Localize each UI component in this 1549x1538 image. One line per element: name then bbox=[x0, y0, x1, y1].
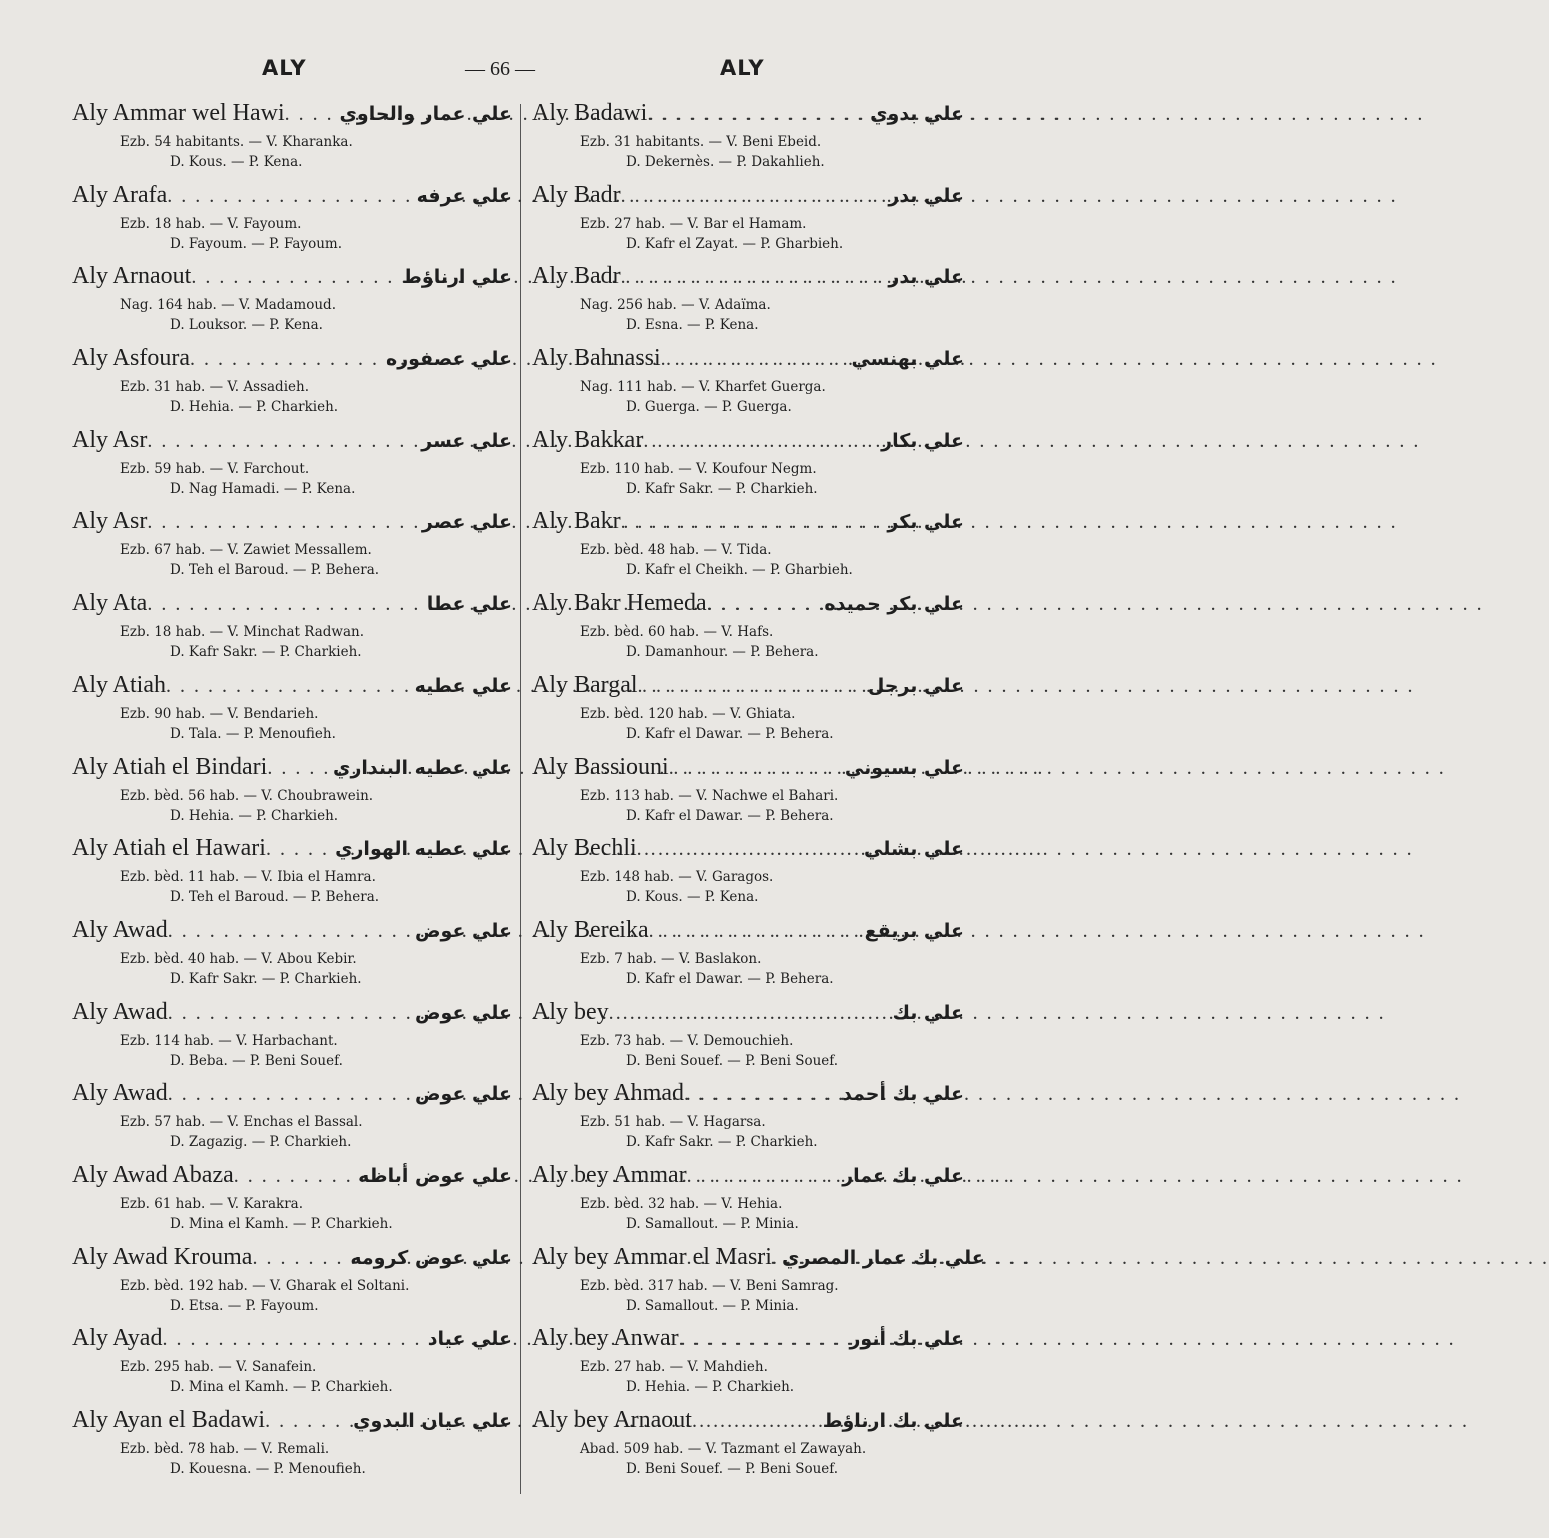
entry-name: Aly Ata bbox=[72, 590, 148, 617]
entry-name: Aly Arnaout bbox=[72, 263, 192, 290]
left-column bbox=[72, 100, 512, 1489]
entry-district-line: D. Beba. — P. Beni Souef. bbox=[170, 1052, 343, 1069]
dot-leader bbox=[772, 1247, 782, 1270]
entry-arabic-name: علي عطيه الهواري bbox=[335, 838, 512, 861]
entry-locality-line: Ezb. bèd. 120 hab. — V. Ghiata. bbox=[580, 705, 796, 722]
dot-leader bbox=[679, 1328, 850, 1351]
entry-headline bbox=[532, 1407, 964, 1439]
entry-headline bbox=[72, 1162, 512, 1194]
entry-headline bbox=[532, 508, 964, 540]
entry-arabic-name: علي برجل bbox=[867, 674, 964, 697]
entry-locality-line: Ezb. 114 hab. — V. Harbachant. bbox=[120, 1032, 338, 1049]
entry-name: Aly Bakr bbox=[532, 508, 621, 535]
entry-locality-line: Ezb. 67 hab. — V. Zawiet Messallem. bbox=[120, 542, 372, 559]
entry-arabic-name: علي عطيه البنداري bbox=[333, 756, 512, 779]
entry-district-line: D. Teh el Baroud. — P. Behera. bbox=[170, 889, 380, 906]
gazetteer-entry bbox=[532, 590, 964, 672]
entry-district-line: D. Hehia. — P. Charkieh. bbox=[170, 807, 339, 824]
entry-headline bbox=[532, 1162, 964, 1194]
entry-headline bbox=[72, 508, 512, 540]
running-head-right: ALY bbox=[720, 56, 765, 80]
gazetteer-entry bbox=[72, 590, 512, 672]
gazetteer-entry bbox=[532, 1407, 964, 1489]
entry-district-line: D. Beni Souef. — P. Beni Souef. bbox=[626, 1052, 839, 1069]
gazetteer-entry bbox=[72, 182, 512, 264]
entry-district-line: D. Tala. — P. Menoufieh. bbox=[170, 725, 336, 742]
entry-headline bbox=[532, 590, 964, 622]
entry-name: Aly Awad bbox=[72, 1080, 168, 1107]
entry-locality-line: Ezb. 27 hab. — V. Bar el Hamam. bbox=[580, 215, 807, 232]
dot-leader bbox=[647, 103, 870, 126]
gazetteer-entry bbox=[72, 1080, 512, 1162]
gazetteer-entry bbox=[72, 1407, 512, 1489]
entry-locality-line: Ezb. 110 hab. — V. Koufour Negm. bbox=[580, 460, 817, 477]
dot-leader bbox=[191, 266, 402, 289]
entry-headline bbox=[532, 427, 964, 459]
gazetteer-entry bbox=[72, 999, 512, 1081]
entry-district-line: D. Fayoum. — P. Fayoum. bbox=[170, 235, 343, 252]
dot-leader bbox=[285, 103, 340, 126]
entry-locality-line: Ezb. bèd. 40 hab. — V. Abou Kebir. bbox=[120, 950, 357, 967]
entry-arabic-name: علي عرفه bbox=[416, 184, 512, 207]
entry-district-line: D. Dekernès. — P. Dakahlieh. bbox=[626, 154, 825, 170]
entry-headline bbox=[532, 100, 964, 132]
entry-locality-line: Ezb. 148 hab. — V. Garagos. bbox=[580, 869, 774, 886]
dot-leader bbox=[265, 1410, 353, 1433]
entry-name: Aly Asfoura bbox=[72, 345, 190, 372]
dot-leader bbox=[643, 430, 881, 453]
entry-arabic-name: علي ارناؤط bbox=[402, 266, 512, 289]
entry-name: Aly Arafa bbox=[72, 181, 168, 208]
gazetteer-entry bbox=[532, 672, 964, 754]
entry-district-line: D. Zagazig. — P. Charkieh. bbox=[170, 1134, 352, 1151]
dot-leader bbox=[637, 838, 864, 861]
entry-locality-line: Abad. 509 hab. — V. Tazmant el Zawayah. bbox=[580, 1441, 867, 1457]
entry-locality-line: Ezb. 295 hab. — V. Sanafein. bbox=[120, 1359, 317, 1376]
dot-leader bbox=[266, 838, 335, 861]
entry-name: Aly bey Ammar el Masri bbox=[532, 1243, 772, 1270]
dot-leader bbox=[684, 1083, 842, 1106]
entry-district-line: D. Mina el Kamh. — P. Charkieh. bbox=[170, 1215, 393, 1232]
entry-name: Aly Asr bbox=[72, 426, 148, 453]
entry-arabic-name: علي بك bbox=[892, 1001, 964, 1024]
entry-arabic-name: علي بهنسي bbox=[851, 348, 964, 371]
entry-locality-line: Ezb. 59 hab. — V. Farchout. bbox=[120, 460, 310, 477]
entry-locality-line: Ezb. 61 hab. — V. Karakra. bbox=[120, 1195, 304, 1212]
entry-locality-line: Ezb. bèd. 60 hab. — V. Hafs. bbox=[580, 624, 774, 641]
gazetteer-entry bbox=[72, 1162, 512, 1244]
entry-headline bbox=[532, 1243, 985, 1276]
dot-leader bbox=[609, 1002, 893, 1025]
entry-locality-line: Nag. 164 hab. — V. Madamoud. bbox=[120, 297, 336, 314]
entry-district-line: D. Louksor. — P. Kena. bbox=[170, 317, 323, 334]
entry-headline bbox=[72, 917, 512, 949]
dot-leader bbox=[621, 511, 888, 534]
dot-leader bbox=[167, 185, 416, 208]
entry-locality-line: Ezb. 31 habitants. — V. Beni Ebeid. bbox=[580, 134, 822, 150]
entry-headline bbox=[72, 100, 512, 132]
entry-name: Aly Bahnassi bbox=[532, 345, 661, 372]
entry-headline bbox=[72, 590, 512, 622]
entry-headline bbox=[532, 1080, 964, 1112]
entry-arabic-name: علي بشلي bbox=[863, 838, 964, 861]
entry-arabic-name: علي عصر bbox=[421, 511, 512, 534]
entry-arabic-name: علي بك أنور bbox=[849, 1328, 964, 1351]
entry-headline bbox=[72, 263, 512, 295]
entry-locality-line: Ezb. 113 hab. — V. Nachwe el Bahari. bbox=[580, 787, 839, 804]
entry-name: Aly bey Ammar bbox=[532, 1161, 687, 1188]
gazetteer-entry bbox=[532, 1243, 985, 1326]
entry-district-line: D. Kafr el Dawar. — P. Behera. bbox=[626, 807, 834, 824]
gazetteer-entry bbox=[532, 345, 964, 427]
entry-name: Aly Badr bbox=[532, 263, 621, 290]
entry-name: Aly bey Anwar bbox=[532, 1325, 679, 1352]
entry-district-line: D. Hehia. — P. Charkieh. bbox=[170, 399, 339, 416]
entry-locality-line: Ezb. 51 hab. — V. Hagarsa. bbox=[580, 1114, 766, 1131]
dot-leader bbox=[638, 675, 868, 698]
entry-arabic-name: علي عيان البدوي bbox=[353, 1410, 512, 1432]
entry-arabic-name: علي بسيوني bbox=[844, 756, 964, 779]
entry-headline bbox=[532, 1325, 964, 1357]
entry-locality-line: Nag. 256 hab. — V. Adaïma. bbox=[580, 297, 771, 314]
entry-locality-line: Ezb. 54 habitants. — V. Kharanka. bbox=[120, 134, 353, 150]
entry-headline bbox=[72, 1244, 512, 1276]
entry-name: Aly Bereika bbox=[532, 916, 649, 943]
gazetteer-entry bbox=[532, 100, 964, 182]
entry-name: Aly Ayad bbox=[72, 1325, 163, 1352]
entry-district-line: D. Kafr Sakr. — P. Charkieh. bbox=[626, 1134, 818, 1151]
entry-district-line: D. Teh el Baroud. — P. Behera. bbox=[170, 562, 380, 579]
entry-district-line: D. Samallout. — P. Minia. bbox=[626, 1215, 799, 1232]
entry-name: Aly Bassiouni bbox=[532, 753, 669, 780]
dot-leader bbox=[649, 920, 865, 943]
gazetteer-entry bbox=[532, 1080, 964, 1162]
entry-headline bbox=[72, 672, 512, 704]
entry-arabic-name: علي عوض أباظه bbox=[358, 1164, 512, 1187]
entry-district-line: D. Mina el Kamh. — P. Charkieh. bbox=[170, 1379, 393, 1396]
entry-name: Aly Awad Abaza bbox=[72, 1161, 234, 1188]
entry-name: Aly Awad bbox=[72, 916, 168, 943]
gazetteer-entry bbox=[532, 1325, 964, 1407]
entry-district-line: D. Kafr el Zayat. — P. Gharbieh. bbox=[626, 235, 844, 252]
entry-headline bbox=[532, 182, 964, 214]
entry-district-line: D. Nag Hamadi. — P. Kena. bbox=[170, 480, 356, 497]
dot-leader bbox=[267, 757, 333, 780]
gazetteer-entry bbox=[72, 835, 512, 917]
gazetteer-entry bbox=[532, 263, 964, 345]
entry-arabic-name: علي بدوي bbox=[870, 103, 964, 125]
entry-arabic-name: علي عوض bbox=[414, 919, 512, 942]
entry-locality-line: Ezb. 18 hab. — V. Fayoum. bbox=[120, 215, 302, 232]
dot-leader bbox=[147, 511, 422, 534]
entry-headline bbox=[72, 427, 512, 459]
right-column bbox=[532, 100, 985, 1489]
dot-leader bbox=[190, 348, 386, 371]
entry-locality-line: Ezb. 27 hab. — V. Mahdieh. bbox=[580, 1359, 768, 1376]
gazetteer-entry bbox=[532, 917, 964, 999]
gazetteer-entry bbox=[532, 508, 964, 590]
entry-district-line: D. Guerga. — P. Guerga. bbox=[626, 399, 792, 416]
dot-leader bbox=[168, 920, 415, 943]
entry-arabic-name: علي عطا bbox=[426, 593, 512, 616]
dot-leader bbox=[687, 1165, 843, 1188]
entry-arabic-name: علي بكر bbox=[887, 511, 964, 534]
gazetteer-entry bbox=[532, 427, 964, 509]
entry-name: Aly bey bbox=[532, 998, 609, 1025]
entry-name: Aly Bakkar bbox=[532, 426, 644, 453]
entry-arabic-name: علي عصفوره bbox=[385, 348, 512, 371]
entry-headline bbox=[532, 754, 964, 786]
dot-leader bbox=[166, 675, 415, 698]
gazetteer-entry bbox=[72, 1244, 512, 1326]
entry-arabic-name: علي عوض bbox=[414, 1083, 512, 1106]
entry-name: Aly Asr bbox=[72, 508, 148, 535]
dot-leader bbox=[252, 1247, 350, 1270]
entry-arabic-name: علي عمار والحاوي bbox=[339, 103, 512, 125]
entry-district-line: D. Kafr el Dawar. — P. Behera. bbox=[626, 725, 834, 742]
entry-name: Aly Ayan el Badawi bbox=[72, 1407, 266, 1433]
entry-locality-line: Ezb. bèd. 78 hab. — V. Remali. bbox=[120, 1441, 330, 1457]
entry-name: Aly Atiah el Bindari bbox=[72, 753, 268, 780]
entry-headline bbox=[72, 182, 512, 214]
entry-arabic-name: علي عطيه bbox=[414, 674, 512, 697]
gazetteer-entry bbox=[72, 754, 512, 836]
entry-arabic-name: علي بك ارناؤط bbox=[822, 1410, 964, 1432]
entry-district-line: D. Kouesna. — P. Menoufieh. bbox=[170, 1461, 366, 1477]
gazetteer-entry bbox=[72, 345, 512, 427]
entry-locality-line: Ezb. 7 hab. — V. Baslakon. bbox=[580, 950, 762, 967]
dot-leader bbox=[147, 593, 426, 616]
entry-headline bbox=[72, 1325, 512, 1357]
gazetteer-entry bbox=[532, 999, 964, 1081]
entry-locality-line: Ezb. bèd. 11 hab. — V. Ibia el Hamra. bbox=[120, 869, 376, 886]
entry-locality-line: Ezb. 57 hab. — V. Enchas el Bassal. bbox=[120, 1114, 363, 1131]
entry-district-line: D. Kafr el Dawar. — P. Behera. bbox=[626, 970, 834, 987]
entry-locality-line: Ezb. bèd. 317 hab. — V. Beni Samrag. bbox=[580, 1277, 839, 1294]
entry-district-line: D. Kafr Sakr. — P. Charkieh. bbox=[170, 644, 362, 661]
entry-arabic-name: علي بريقع bbox=[864, 919, 964, 942]
entry-name: Aly Bakr Hemeda bbox=[532, 590, 707, 617]
dot-leader bbox=[621, 266, 889, 289]
entry-headline bbox=[72, 999, 512, 1031]
entry-locality-line: Ezb. 18 hab. — V. Minchat Radwan. bbox=[120, 624, 365, 641]
entry-arabic-name: علي بك عمار bbox=[842, 1164, 964, 1187]
gazetteer-entry bbox=[532, 835, 964, 917]
dot-leader bbox=[669, 757, 845, 780]
entry-district-line: D. Esna. — P. Kena. bbox=[626, 317, 759, 334]
entry-headline bbox=[72, 1080, 512, 1112]
entry-arabic-name: علي بكر حميده bbox=[824, 593, 964, 616]
entry-headline bbox=[72, 835, 512, 867]
entry-name: Aly Awad Krouma bbox=[72, 1243, 253, 1270]
entry-name: Aly Ammar wel Hawi bbox=[72, 100, 285, 126]
entry-name: Aly bey Arnaout bbox=[532, 1407, 692, 1433]
entry-arabic-name: علي بك عمار المصري bbox=[781, 1246, 985, 1269]
entry-arabic-name: علي عياد bbox=[427, 1328, 512, 1351]
entry-arabic-name: علي عوض bbox=[414, 1001, 512, 1024]
entry-headline bbox=[72, 754, 512, 786]
dot-leader bbox=[707, 593, 825, 616]
entry-headline bbox=[72, 345, 512, 377]
dot-leader bbox=[621, 185, 889, 208]
entry-name: Aly Bargal bbox=[532, 671, 638, 698]
gazetteer-entry bbox=[72, 917, 512, 999]
entry-name: Aly Awad bbox=[72, 998, 168, 1025]
entry-district-line: D. Kous. — P. Kena. bbox=[626, 889, 759, 906]
entry-name: Aly bey Ahmad bbox=[532, 1080, 684, 1107]
entry-district-line: D. Damanhour. — P. Behera. bbox=[626, 644, 819, 661]
entry-district-line: D. Samallout. — P. Minia. bbox=[626, 1297, 799, 1314]
running-head-left: ALY bbox=[262, 56, 307, 80]
gazetteer-entry bbox=[72, 263, 512, 345]
entry-district-line: D. Kous. — P. Kena. bbox=[170, 154, 303, 170]
gazetteer-entry bbox=[72, 427, 512, 509]
entry-headline bbox=[532, 263, 964, 295]
entry-district-line: D. Kafr Sakr. — P. Charkieh. bbox=[170, 970, 362, 987]
entry-district-line: D. Etsa. — P. Fayoum. bbox=[170, 1297, 319, 1314]
entry-headline bbox=[72, 1407, 512, 1439]
entry-locality-line: Ezb. 31 hab. — V. Assadieh. bbox=[120, 379, 309, 396]
dot-leader bbox=[147, 430, 421, 453]
entry-arabic-name: علي بك أحمد bbox=[842, 1083, 964, 1106]
entry-district-line: D. Kafr el Cheikh. — P. Gharbieh. bbox=[626, 562, 853, 579]
entry-name: Aly Badawi bbox=[532, 100, 648, 126]
gazetteer-entry bbox=[72, 100, 512, 182]
entry-locality-line: Ezb. bèd. 32 hab. — V. Hehia. bbox=[580, 1195, 783, 1212]
entry-arabic-name: علي بدر bbox=[888, 184, 964, 207]
column-divider bbox=[520, 104, 521, 1494]
gazetteer-entry bbox=[72, 508, 512, 590]
entry-arabic-name: علي بدر bbox=[888, 266, 964, 289]
entry-arabic-name: علي بكار bbox=[881, 429, 964, 452]
entry-locality-line: Ezb. bèd. 56 hab. — V. Choubrawein. bbox=[120, 787, 374, 804]
entry-headline bbox=[532, 999, 964, 1031]
entry-name: Aly Badr bbox=[532, 181, 621, 208]
entry-headline bbox=[532, 672, 964, 704]
entry-locality-line: Ezb. bèd. 192 hab. — V. Gharak el Soltani. bbox=[120, 1277, 410, 1294]
entry-locality-line: Ezb. 90 hab. — V. Bendarieh. bbox=[120, 705, 319, 722]
entry-district-line: D. Kafr Sakr. — P. Charkieh. bbox=[626, 480, 818, 497]
gazetteer-entry bbox=[532, 182, 964, 264]
entry-name: Aly Atiah bbox=[72, 671, 166, 698]
entry-district-line: D. Hehia. — P. Charkieh. bbox=[626, 1379, 795, 1396]
entry-headline bbox=[532, 917, 964, 949]
dot-leader bbox=[661, 348, 852, 371]
gazetteer-entry bbox=[532, 1162, 964, 1244]
dot-leader bbox=[168, 1002, 415, 1025]
entry-locality-line: Nag. 111 hab. — V. Kharfet Guerga. bbox=[580, 379, 826, 396]
page-number: — 66 — bbox=[465, 58, 535, 80]
gazetteer-entry bbox=[532, 754, 964, 836]
entry-name: Aly Atiah el Hawari bbox=[72, 835, 266, 862]
entry-arabic-name: علي عسر bbox=[421, 429, 512, 452]
dot-leader bbox=[692, 1410, 823, 1433]
entry-locality-line: Ezb. bèd. 48 hab. — V. Tida. bbox=[580, 542, 772, 559]
dot-leader bbox=[162, 1328, 427, 1351]
entry-locality-line: Ezb. 73 hab. — V. Demouchieh. bbox=[580, 1032, 794, 1049]
dot-leader bbox=[168, 1083, 415, 1106]
entry-name: Aly Bechli bbox=[532, 835, 637, 862]
gazetteer-entry bbox=[72, 1325, 512, 1407]
entry-headline bbox=[532, 835, 964, 867]
gazetteer-entry bbox=[72, 672, 512, 754]
entry-district-line: D. Beni Souef. — P. Beni Souef. bbox=[626, 1461, 839, 1477]
entry-headline bbox=[532, 345, 964, 377]
dot-leader bbox=[234, 1165, 358, 1188]
entry-arabic-name: علي عوض كرومه bbox=[350, 1246, 512, 1269]
